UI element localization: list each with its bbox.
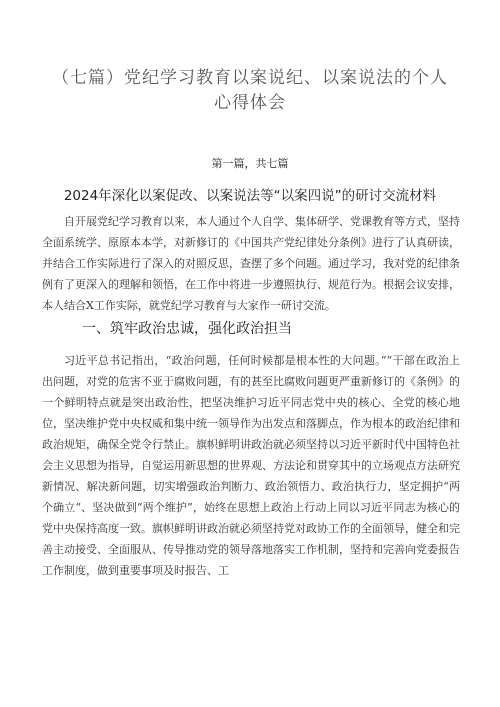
section-paragraph: 习近平总书记指出，“政治问题，任何时候都是根本性的大问题。”“干部在政治上出问题，对党的危害不亚于腐败问题，有的甚至比腐败问题更严重新修订的《条例》的一个鲜明特点就是突出政治性，把坚决维护习近平同志党中央的核心、全党的核心地位，坚决维护党中央权威和集中统一领导作为出发点和落脚点，作为根本的政治纪律和政治规矩，确保全党令行禁止。旗帜鲜明讲政治就必须坚持以习近平新时代中国特色社会主义思想为指导，自觉运用新思想的世界观、方法论和贯穿其中的立场观点方法研究新情况、解决新问题，切实增强政治判断力、政治领悟力、政治执行力，坚定拥护“两个确立“、坚决做到“两个维护”，始终在思想上政治上行动上同以习近平同志为核心的党中央保持高度一致。旗帜鲜明讲政治就必须坚持党对政协工作的全面领导，健全和完善主动接受、全面服从、传导推动党的领导落地落实工作机制，坚持和完善向党委报告工作制度，做到重要事项及时报告、工 <box>42 354 460 577</box>
intro-paragraph: 自开展党纪学习教育以来，本人通过个人自学、集体研学、党课教育等方式，坚持全面系统学、原原本本学，对新修订的《中国共产党纪律处分条例》进行了认真研读，并结合工作实际进行了深入的对照反思，查摆了多个问题。通过学习，我对党的纪律条例有了更深入的理解和领悟，在工作中将进一步遵照执行、规范行为。根据会议安排，本人结合X工作实际，就党纪学习教育与大家作一研讨交流。 <box>42 215 460 312</box>
section-heading: 一、筑牢政治忠诚，强化政治担当 <box>82 321 292 337</box>
article-index: 第一篇，共七篇 <box>211 157 289 170</box>
title-line-1: （七篇）党纪学习教育以案说纪、以案说法的个人 <box>52 68 448 88</box>
document-title <box>40 66 460 116</box>
article-heading: 2024年深化以案促改、以案说法等“以案四说”的研讨交流材料 <box>63 188 437 204</box>
title-line-2: 心得体会 <box>214 93 286 113</box>
